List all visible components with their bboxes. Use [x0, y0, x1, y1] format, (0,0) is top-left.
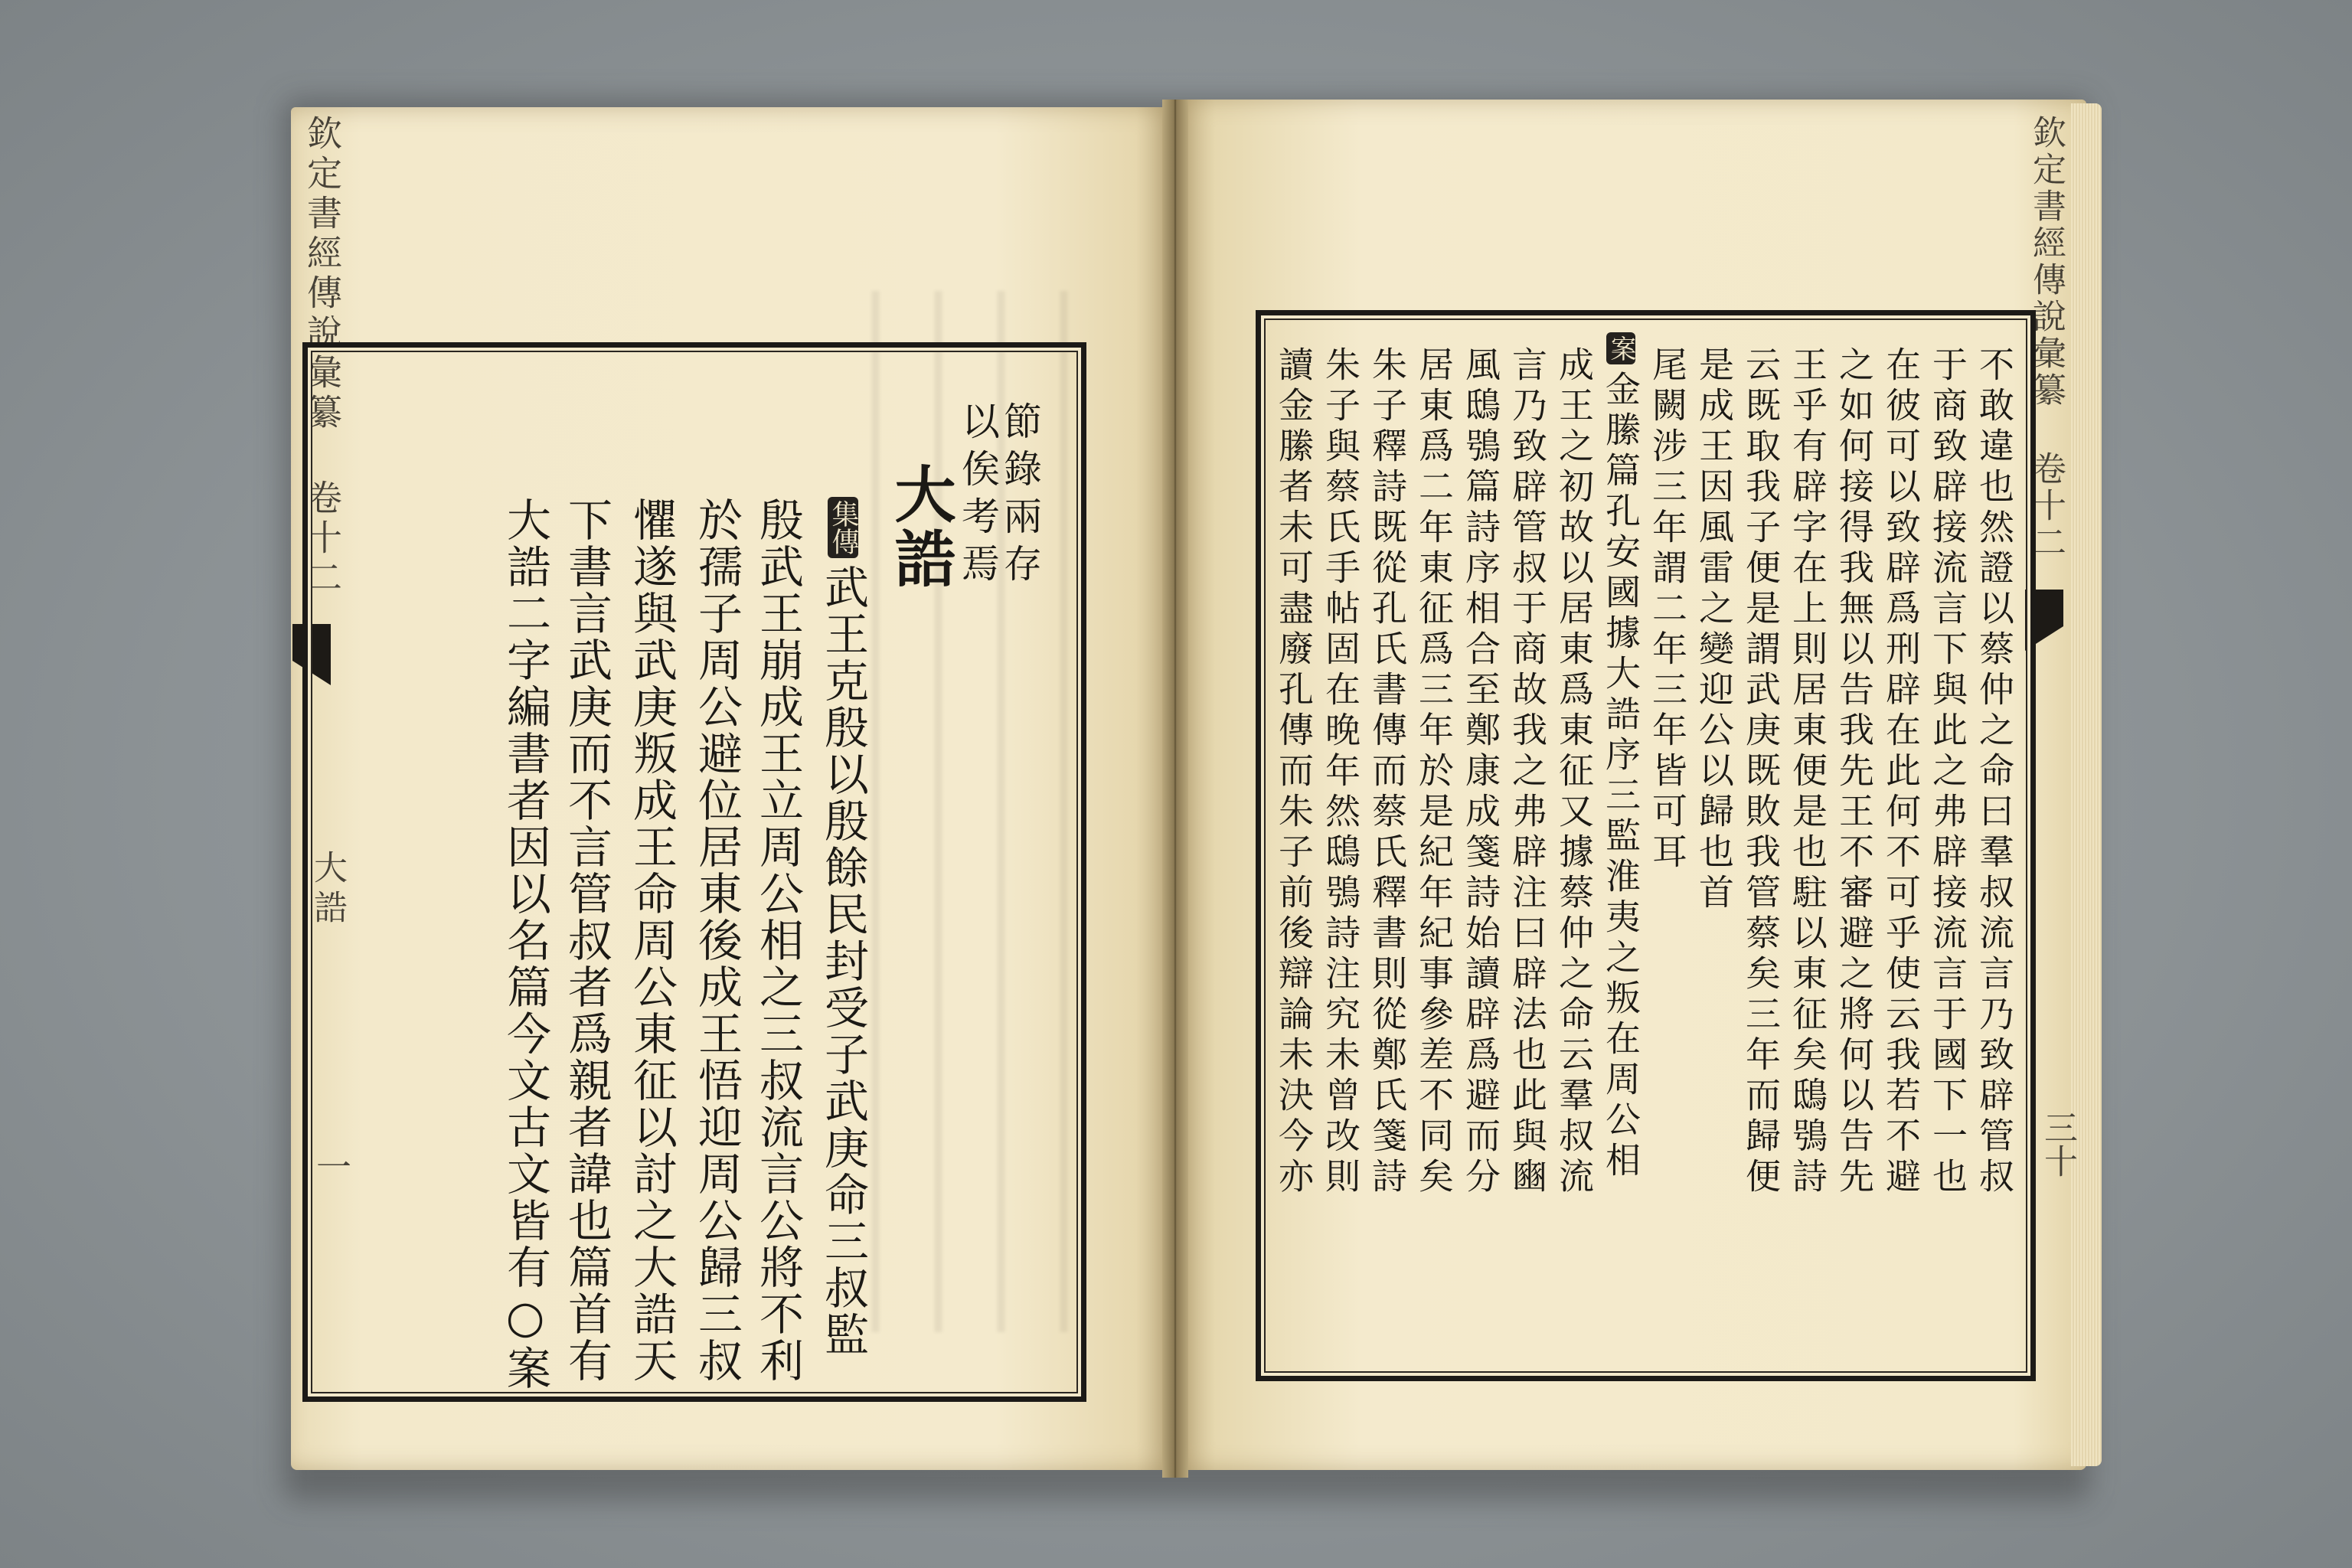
right-column-5: 王乎有辟字在上則居東便是也駐以東征矣鴟鴞詩 [1787, 346, 1828, 1198]
right-text-frame [1256, 310, 2036, 1381]
right-column-10: 成王之初故以居東爲東征又據蔡仲之命云羣叔流 [1553, 346, 1595, 1198]
commentary-column-3: 於孺子周公避位居東後成王悟迎周公歸三叔 [691, 497, 743, 1384]
right-column-2: 于商致辟接流言下與此之弗辟接流言于國下一也 [1927, 346, 1968, 1198]
page-edges [2071, 103, 2102, 1466]
left-header-strip: 欽定書經傳說彙纂 卷十二 [302, 115, 343, 599]
note-column-2: 以俟考焉 [956, 401, 1000, 591]
right-header-strip: 欽定書經傳說彙纂 卷十二 [2027, 115, 2066, 561]
left-folio: 一 [311, 1148, 352, 1184]
left-text-frame [302, 342, 1086, 1402]
commentary-column-4: 懼遂與武庚叛成王命周公東征以討之大誥天 [626, 497, 678, 1384]
right-column-4: 之如何接得我無以告我先王不審避之將何以告先 [1834, 346, 1875, 1198]
right-column-6: 云既取我子便是謂武庚既敗我管蔡矣三年而歸便 [1740, 346, 1782, 1198]
book-gutter [1162, 100, 1188, 1478]
right-column-15: 朱子與蔡氏手帖固在晚年然鴟鴞詩注究未曾改則 [1320, 346, 1361, 1198]
jizhuan-badge: 集傳 [828, 497, 858, 558]
commentary-column-1-text: 武王克殷以殷餘民封受子武庚命三叔監 [817, 564, 869, 1358]
right-column-11: 言乃致辟管叔于商故我之弗辟注曰辟法也此與豳 [1507, 346, 1548, 1198]
an-badge: 案 [1606, 332, 1635, 364]
right-column-13: 居東爲二年東征爲三年於是紀年紀事參差不同矣 [1413, 346, 1455, 1198]
right-column-9-text: 金縢篇孔安國據大誥序三監淮夷之叛在周公相 [1600, 371, 1642, 1182]
right-column-9 [1600, 332, 1642, 1182]
right-column-8: 尾闕涉三年謂二年三年皆可耳 [1647, 346, 1688, 874]
right-column-14: 朱子釋詩既從孔氏書傳而蔡氏釋書則從鄭氏箋詩 [1367, 346, 1408, 1198]
commentary-column-5: 下書言武庚而不言管叔者爲親者諱也篇首有 [560, 497, 612, 1384]
right-folio: 三十 [2038, 1110, 2077, 1178]
right-column-16: 讀金縢者未可盡廢孔傳而朱子前後辯論未決今亦 [1273, 346, 1315, 1198]
left-side-label: 大誥 [308, 850, 347, 929]
commentary-column-1 [817, 497, 869, 1358]
right-column-3: 在彼可以致辟爲刑辟在此何不可乎使云我若不避 [1880, 346, 1922, 1198]
right-column-12: 風鴟鴞篇詩序相合至鄭康成箋詩始讀辟爲避而分 [1460, 346, 1501, 1198]
right-column-7: 是成王因風雷之變迎公以歸也首 [1694, 346, 1735, 914]
chapter-title: 大誥 [884, 462, 956, 591]
commentary-column-6: 大誥二字編書者因以名篇今文古文皆有○案 [499, 497, 551, 1392]
commentary-column-2: 殷武王崩成王立周公相之三叔流言公將不利 [752, 497, 804, 1384]
note-column-1: 節錄兩存 [998, 401, 1042, 591]
right-column-1: 不敢違也然證以蔡仲之命曰羣叔流言乃致辟管叔 [1974, 346, 2015, 1198]
